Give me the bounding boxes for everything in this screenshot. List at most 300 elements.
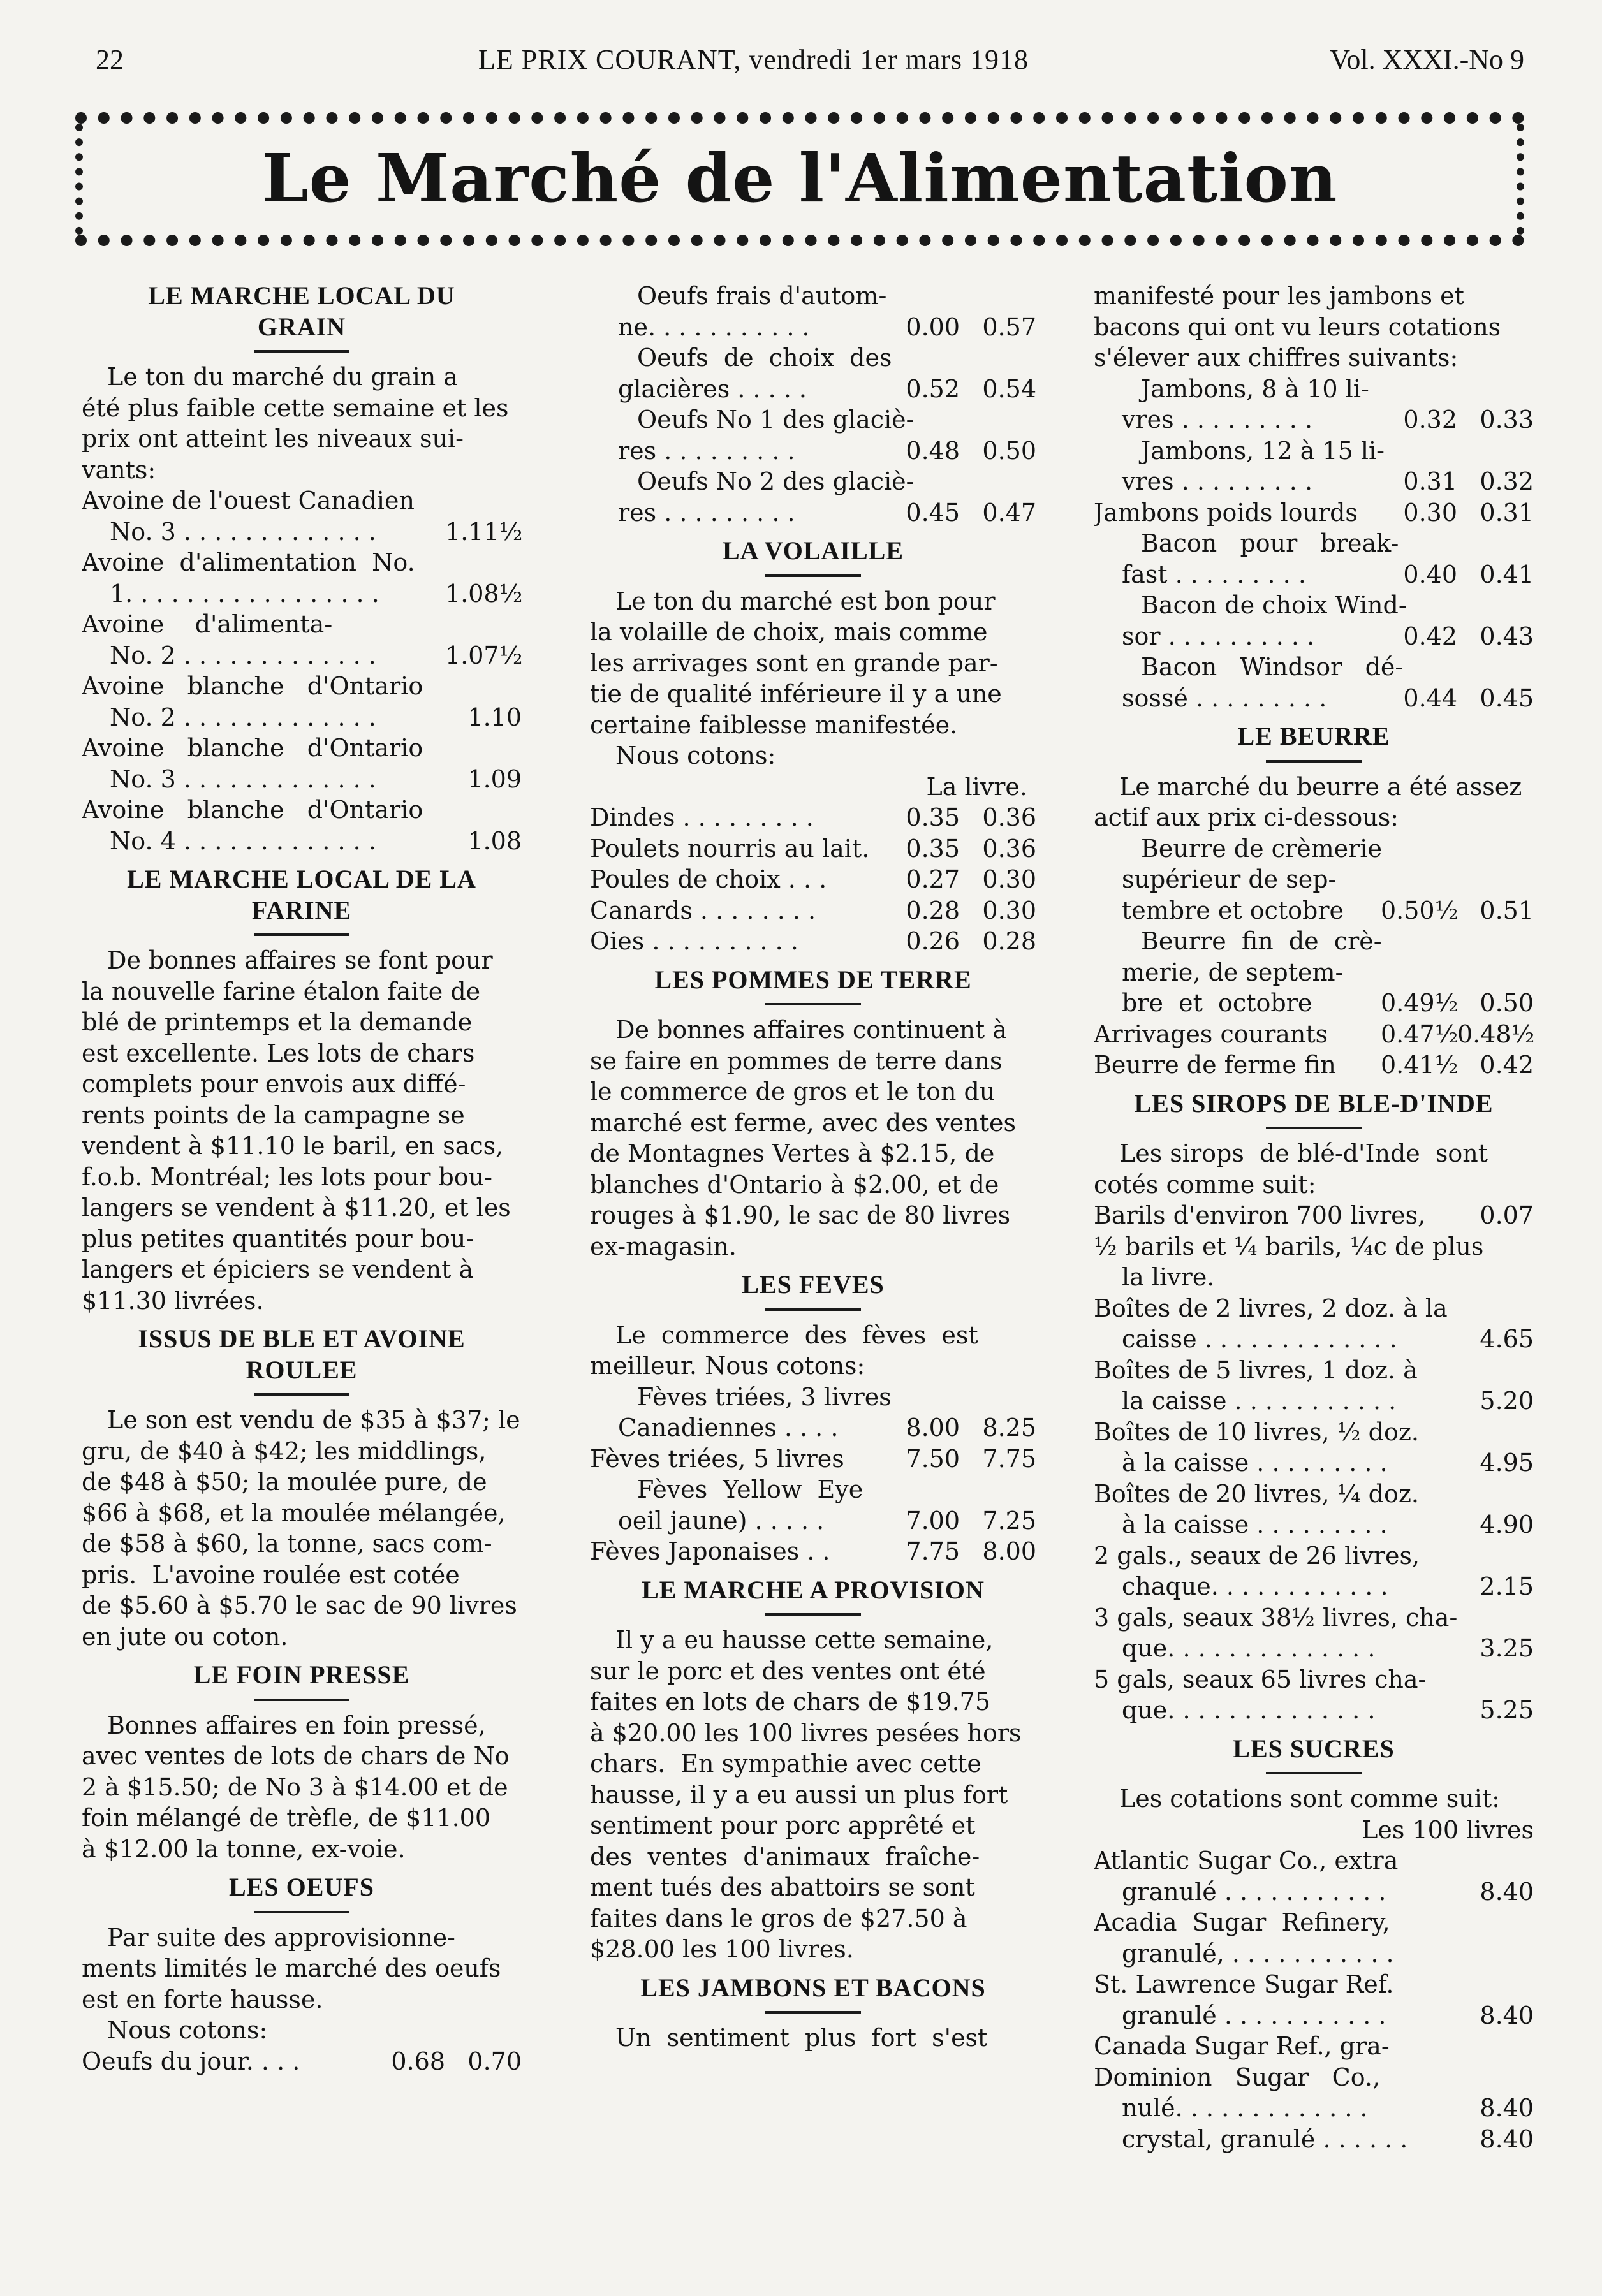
price-low: 0.52: [906, 374, 960, 403]
price-high: 0.36: [982, 834, 1036, 863]
pommes-text: ex-magasin.: [590, 1232, 737, 1261]
spacer: [82, 1652, 522, 1660]
feves-price-row: [590, 1382, 1036, 1413]
pommes-text: de Montagnes Vertes à $2.15, de: [590, 1139, 995, 1167]
price: 1.09: [467, 764, 522, 793]
item-name: Oies . . . . . . . . . .: [590, 927, 798, 955]
foin-text: avec ventes de lots de chars de No: [82, 1742, 510, 1770]
farine-text: plus petites quantités pour bou-: [82, 1224, 474, 1253]
price-high: 0.50: [1480, 989, 1534, 1017]
item-name: granulé . . . . . . . . . . .: [1122, 2001, 1386, 2029]
item-name: Avoine blanche d'Ontario: [82, 734, 423, 762]
item-name: Jambons, 8 à 10 li-: [1141, 374, 1369, 403]
item-name: à la caisse . . . . . . . . .: [1122, 1449, 1388, 1477]
volaille-price-row: [590, 895, 1036, 926]
section-heading-farine: FARINE: [251, 895, 352, 925]
grain-price-row: [82, 826, 522, 857]
section-rule: [254, 350, 349, 353]
section-heading-issus: ROULEE: [246, 1355, 358, 1384]
jambons-text: Un sentiment plus fort s'est: [615, 2024, 988, 2052]
spacer: [1094, 1726, 1534, 1734]
item-name: Avoine blanche d'Ontario: [82, 672, 423, 700]
section-heading-sucres: LES SUCRES: [1233, 1734, 1395, 1763]
item-name: No. 4 . . . . . . . . . . . . .: [110, 826, 376, 855]
item-name: chaque. . . . . . . . . . . .: [1122, 1572, 1388, 1600]
title-frame: [75, 112, 1524, 246]
price-low: 0.27: [906, 865, 960, 893]
item-name: la caisse . . . . . . . . . . .: [1122, 1387, 1397, 1415]
item-name: Barils d'environ 700 livres,: [1094, 1201, 1426, 1229]
price-high: 7.25: [982, 1506, 1036, 1535]
sirops-price-row: [1094, 1479, 1534, 1510]
jambons-price-row: [1094, 683, 1534, 714]
item-name: supérieur de sep-: [1122, 865, 1337, 893]
item-name: Fèves Yellow Eye: [637, 1475, 863, 1503]
item-name: ne. . . . . . . . . . .: [618, 312, 810, 341]
grain-price-row: [82, 516, 522, 548]
oeufs-price-row: [590, 342, 1036, 374]
column-3: [1094, 281, 1534, 2154]
section-rule: [765, 1003, 861, 1005]
publication-line: LE PRIX COURANT, vendredi 1er mars 1918: [478, 44, 1029, 75]
price-low: 0.42: [1403, 622, 1457, 650]
price-low: 0.32: [1403, 406, 1457, 434]
price-low: 8.00: [906, 1414, 960, 1442]
item-name: nulé. . . . . . . . . . . . .: [1122, 2094, 1368, 2122]
issus-text: gru, de $40 à $42; les middlings,: [82, 1437, 487, 1465]
grain-price-row: [82, 764, 522, 795]
item-name: Boîtes de 2 livres, 2 doz. à la: [1094, 1294, 1448, 1322]
volaille-text: la volaille de choix, mais comme: [590, 618, 988, 646]
sirops-price-row: [1094, 1324, 1534, 1355]
issus-text: $66 à $68, et la moulée mélangée,: [82, 1498, 506, 1527]
price: 0.07: [1480, 1201, 1534, 1229]
spacer: [82, 1316, 522, 1324]
volaille-price-row: [590, 802, 1036, 833]
issus-text: pris. L'avoine roulée est cotée: [82, 1560, 460, 1589]
section-heading-oeufs: LES OEUFS: [229, 1873, 374, 1901]
sucres-price-row: [1094, 1845, 1534, 1876]
grain-price-row: [82, 794, 522, 826]
page-number: 22: [96, 44, 124, 75]
oeufs-price-row: [590, 435, 1036, 467]
feves-text: meilleur. Nous cotons:: [590, 1352, 865, 1380]
price-low: 0.44: [1403, 684, 1457, 712]
oeufs-price-row: [590, 404, 1036, 435]
price-low: 0.45: [906, 498, 960, 527]
beurre-price-row: [1094, 1019, 1534, 1050]
foin-text: foin mélangé de trèfle, de $11.00: [82, 1804, 491, 1832]
item-name: 5 gals, seaux 65 livres cha-: [1094, 1665, 1427, 1693]
item-name: sor . . . . . . . . . .: [1122, 622, 1315, 650]
sirops-price-row: [1094, 1695, 1534, 1726]
grain-price-row: [82, 671, 522, 702]
feves-price-row: [590, 1444, 1036, 1475]
grain-price-row: [82, 547, 522, 578]
pommes-text: se faire en pommes de terre dans: [590, 1046, 1003, 1075]
price: 5.20: [1480, 1387, 1534, 1415]
section-rule: [765, 2011, 861, 2014]
item-name: vres . . . . . . . . .: [1122, 406, 1313, 434]
jambons-price-row: [1094, 652, 1534, 683]
price: 3.25: [1480, 1634, 1534, 1662]
sucres-price-row: [1094, 1907, 1534, 1938]
jambons-price-row: [1094, 374, 1534, 405]
price-high: 7.75: [982, 1444, 1036, 1473]
section-rule: [1266, 1772, 1362, 1774]
oeufs-price-row: [590, 312, 1036, 343]
item-name: Fèves triées, 5 livres: [590, 1444, 844, 1473]
item-name: Beurre fin de crè-: [1141, 927, 1382, 955]
provision-text: chars. En sympathie avec cette: [590, 1750, 981, 1778]
section-rule: [1266, 1127, 1362, 1129]
sirops-price-row: [1094, 1386, 1534, 1417]
item-name: glacières . . . . .: [618, 374, 807, 403]
provision-text: sentiment pour porc apprêté et: [590, 1811, 976, 1839]
price-low: 0.30: [1403, 498, 1457, 527]
item-name: No. 2 . . . . . . . . . . . . .: [110, 641, 376, 669]
section-rule: [765, 1613, 861, 1616]
section-rule: [1266, 760, 1362, 763]
item-name: Bacon pour break-: [1141, 529, 1399, 557]
farine-text: vendent à $11.10 le baril, en sacs,: [82, 1132, 504, 1160]
price-high: 0.33: [1480, 406, 1534, 434]
item-name: St. Lawrence Sugar Ref.: [1094, 1970, 1394, 1998]
section-rule: [765, 1308, 861, 1311]
section-heading-volaille: LA VOLAILLE: [722, 536, 904, 565]
item-name: Oeufs frais d'autom-: [637, 282, 887, 310]
sucres-price-row: [1094, 2062, 1534, 2093]
section-heading-jambons: LES JAMBONS ET BACONS: [640, 1973, 986, 2002]
price-high: 0.50: [982, 436, 1036, 465]
feves-text: Le commerce des fèves est: [615, 1320, 978, 1349]
section-heading-sirops: LES SIROPS DE BLE-D'INDE: [1134, 1088, 1494, 1118]
beurre-text: Le marché du beurre a été assez: [1119, 772, 1522, 801]
spacer: [590, 528, 1036, 536]
sirops-price-row: [1094, 1633, 1534, 1664]
volaille-cotons: Nous cotons:: [615, 742, 776, 770]
item-name: Canards . . . . . . . .: [590, 896, 816, 925]
foin-text: Bonnes affaires en foin pressé,: [107, 1711, 486, 1739]
issus-text: en jute ou coton.: [82, 1622, 288, 1651]
beurre-price-row: [1094, 1049, 1534, 1081]
column-1: [82, 281, 522, 2077]
item-name: Avoine blanche d'Ontario: [82, 796, 423, 824]
price-low: 7.50: [906, 1444, 960, 1473]
item-name: Beurre de crèmerie: [1141, 834, 1382, 863]
price-high: 0.30: [982, 865, 1036, 893]
grain-price-row: [82, 609, 522, 640]
item-name: fast . . . . . . . . .: [1122, 560, 1306, 589]
farine-text: la nouvelle farine étalon faite de: [82, 977, 481, 1005]
price: 8.40: [1480, 1877, 1534, 1906]
item-name: res . . . . . . . . .: [618, 498, 795, 527]
price: 1.08½: [445, 579, 523, 608]
price-low: 0.00: [906, 312, 960, 341]
oeufs-price-row: [590, 497, 1036, 529]
item-name: Bacon de choix Wind-: [1141, 591, 1407, 619]
price-low: 0.28: [906, 896, 960, 925]
oeufs-price-row: [590, 281, 1036, 312]
sucres-price-row: [1094, 1969, 1534, 2000]
farine-text: langers et épiciers se vendent à: [82, 1255, 474, 1283]
item-name: Canadiennes . . . .: [618, 1414, 839, 1442]
section-heading-grain: LE MARCHE LOCAL DU: [148, 281, 455, 310]
item-name: Dindes . . . . . . . . .: [590, 803, 814, 831]
feves-price-row: [590, 1474, 1036, 1505]
item-name: Boîtes de 10 livres, ½ doz.: [1094, 1417, 1419, 1446]
beurre-price-row: [1094, 833, 1534, 865]
price: 4.95: [1480, 1449, 1534, 1477]
sirops-price-row: [1094, 1417, 1534, 1448]
item-name: Avoine de l'ouest Canadien: [82, 486, 415, 515]
price: 1.11½: [445, 517, 523, 546]
price: 4.90: [1480, 1510, 1534, 1539]
farine-text: rents points de la campagne se: [82, 1100, 465, 1129]
sirops-price-row: [1094, 1231, 1534, 1262]
foin-text: à $12.00 la tonne, ex-voie.: [82, 1834, 406, 1863]
sucres-price-row: [1094, 2124, 1534, 2155]
item-name: Dominion Sugar Co.,: [1094, 2063, 1381, 2091]
item-name: Jambons poids lourds: [1094, 498, 1358, 527]
price: 2.15: [1480, 1572, 1534, 1600]
item-name: Oeufs No 1 des glaciè-: [637, 406, 915, 434]
pommes-text: rouges à $1.90, le sac de 80 livres: [590, 1201, 1011, 1229]
item-name: Poulets nourris au lait.: [590, 834, 870, 863]
issus-text: de $48 à $50; la moulée pure, de: [82, 1468, 487, 1496]
pommes-text: blanches d'Ontario à $2.00, et de: [590, 1170, 999, 1199]
grain-price-row: [82, 702, 522, 733]
price-high: 0.32: [1480, 467, 1534, 495]
price-high: 0.41: [1480, 560, 1534, 589]
spacer: [1094, 1081, 1534, 1088]
grain-price-row: [82, 578, 522, 610]
jambons-text: s'élever aux chiffres suivants:: [1094, 344, 1459, 372]
price-low: 0.68: [391, 2047, 445, 2075]
jambons-text: bacons qui ont vu leurs cotations: [1094, 312, 1501, 341]
price: 8.40: [1480, 2094, 1534, 2122]
volaille-price-row: [590, 926, 1036, 957]
sucres-price-row: [1094, 2000, 1534, 2031]
pommes-text: De bonnes affaires continuent à: [615, 1016, 1007, 1044]
price: 8.40: [1480, 2124, 1534, 2153]
spacer: [82, 1864, 522, 1872]
sirops-price-row: [1094, 1602, 1534, 1634]
price-low: 0.31: [1403, 467, 1457, 495]
farine-text: blé de printemps et la demande: [82, 1008, 473, 1036]
volaille-text: tie de qualité inférieure il y a une: [590, 680, 1002, 708]
provision-text: des ventes d'animaux fraîche-: [590, 1842, 980, 1871]
item-name: No. 2 . . . . . . . . . . . . .: [110, 703, 376, 731]
price-high: 0.28: [982, 927, 1036, 955]
item-name: que. . . . . . . . . . . . . .: [1122, 1634, 1376, 1662]
section-rule: [254, 933, 349, 936]
price-high: 8.25: [982, 1414, 1036, 1442]
price: 1.08: [467, 826, 522, 855]
item-name: à la caisse . . . . . . . . .: [1122, 1510, 1388, 1539]
item-name: res . . . . . . . . .: [618, 436, 795, 465]
grain-text: Le ton du marché du grain a: [107, 363, 458, 391]
item-name: que. . . . . . . . . . . . . .: [1122, 1696, 1376, 1724]
oeufs-text: ments limités le marché des oeufs: [82, 1954, 501, 1982]
pommes-text: marché est ferme, avec des ventes: [590, 1108, 1016, 1137]
item-name: Beurre de ferme fin: [1094, 1051, 1336, 1079]
item-name: 1. . . . . . . . . . . . . . . . .: [110, 579, 379, 608]
price: 5.25: [1480, 1696, 1534, 1724]
price-low: 0.49½: [1381, 989, 1459, 1017]
section-rule: [254, 1393, 349, 1396]
beurre-price-row: [1094, 988, 1534, 1019]
oeufs-text: Par suite des approvisionne-: [107, 1923, 455, 1952]
item-name: Bacon Windsor dé-: [1141, 653, 1404, 681]
sirops-price-row: [1094, 1293, 1534, 1324]
price-high: 0.42: [1480, 1051, 1534, 1079]
grain-price-row: [82, 640, 522, 671]
item-name: Poules de choix . . .: [590, 865, 827, 893]
price-high: 8.00: [982, 1537, 1036, 1565]
price-high: 0.36: [982, 803, 1036, 831]
oeufs-cotons: Nous cotons:: [107, 2016, 268, 2044]
item-name: Canada Sugar Ref., gra-: [1094, 2032, 1390, 2060]
jambons-price-row: [1094, 466, 1534, 497]
price: 8.40: [1480, 2001, 1534, 2029]
item-name: Atlantic Sugar Co., extra: [1094, 1846, 1399, 1875]
item-name: No. 3 . . . . . . . . . . . . .: [110, 764, 376, 793]
item-name: Fèves triées, 3 livres: [637, 1382, 892, 1411]
farine-text: complets pour envois aux diffé-: [82, 1070, 466, 1098]
sirops-price-row: [1094, 1509, 1534, 1540]
oeufs-price-row: [590, 374, 1036, 405]
price-high: 0.45: [1480, 684, 1534, 712]
sucres-price-row: [1094, 1876, 1534, 1908]
price-high: 0.47: [982, 498, 1036, 527]
grain-text: prix ont atteint les niveaux sui-: [82, 425, 464, 453]
section-rule: [254, 1699, 349, 1701]
price-high: 0.31: [1480, 498, 1534, 527]
section-rule: [765, 574, 861, 577]
sirops-price-row: [1094, 1200, 1534, 1231]
spacer: [590, 1262, 1036, 1269]
beurre-price-row: [1094, 926, 1534, 957]
sirops-price-row: [1094, 1355, 1534, 1386]
price-high: 0.43: [1480, 622, 1534, 650]
price-high: 0.70: [467, 2047, 522, 2075]
item-name: 3 gals, seaux 38½ livres, cha-: [1094, 1603, 1458, 1632]
issus-text: Le son est vendu de $35 à $37; le: [107, 1406, 520, 1434]
volaille-unit: La livre.: [926, 772, 1027, 801]
sirops-price-row: [1094, 1664, 1534, 1695]
price-high: 0.30: [982, 896, 1036, 925]
volaille-price-row: [590, 833, 1036, 865]
item-name: Boîtes de 20 livres, ¼ doz.: [1094, 1479, 1419, 1508]
farine-text: f.o.b. Montréal; les lots pour bou-: [82, 1162, 492, 1191]
item-name: Arrivages courants: [1094, 1020, 1328, 1048]
sucres-text: Les cotations sont comme suit:: [1119, 1785, 1500, 1813]
sirops-price-row: [1094, 1262, 1534, 1293]
provision-text: Il y a eu hausse cette semaine,: [615, 1626, 994, 1654]
price: 4.65: [1480, 1325, 1534, 1353]
price-low: 0.48: [906, 436, 960, 465]
spacer: [590, 1567, 1036, 1575]
price: 1.07½: [445, 641, 523, 669]
volaille-price-row: [590, 864, 1036, 895]
section-heading-farine: LE MARCHE LOCAL DE LA: [127, 865, 476, 893]
price-low: 7.00: [906, 1506, 960, 1535]
item-name: sossé . . . . . . . . .: [1122, 684, 1327, 712]
sirops-text: cotés comme suit:: [1094, 1170, 1316, 1199]
oeufs-price-row: [590, 466, 1036, 497]
item-name: Acadia Sugar Refinery,: [1094, 1908, 1390, 1936]
item-name: Avoine d'alimenta-: [82, 610, 333, 638]
section-heading-grain: GRAIN: [257, 312, 346, 341]
grain-price-row: [82, 733, 522, 764]
jambons-price-row: [1094, 404, 1534, 435]
section-heading-feves: LES FEVES: [742, 1270, 885, 1299]
pommes-text: le commerce de gros et le ton du: [590, 1078, 996, 1106]
farine-text: $11.30 livrées.: [82, 1286, 264, 1315]
price-high: 0.48½: [1457, 1020, 1535, 1048]
provision-text: faites en lots de chars de $19.75: [590, 1688, 991, 1716]
spacer: [590, 957, 1036, 965]
sirops-price-row: [1094, 1540, 1534, 1572]
beurre-price-row: [1094, 895, 1534, 926]
page-header: [96, 43, 1524, 88]
spacer: [82, 856, 522, 864]
jambons-price-row: [1094, 435, 1534, 467]
volaille-text: certaine faiblesse manifestée.: [590, 710, 958, 739]
price-low: 0.50½: [1381, 896, 1459, 925]
jambons-price-row: [1094, 528, 1534, 559]
item-name: merie, de septem-: [1122, 958, 1344, 986]
item-name: Jambons, 12 à 15 li-: [1141, 436, 1385, 465]
sirops-price-row: [1094, 1447, 1534, 1479]
oeufs-text: est en forte hausse.: [82, 1985, 323, 2014]
section-heading-beurre: LE BEURRE: [1237, 722, 1390, 750]
oeufs-price-row: [82, 2046, 522, 2077]
sucres-unit: Les 100 livres: [1362, 1815, 1534, 1844]
grain-price-row: [82, 485, 522, 516]
feves-price-row: [590, 1505, 1036, 1537]
section-heading-provision: LE MARCHE A PROVISION: [642, 1575, 985, 1604]
price-low: 0.41½: [1381, 1051, 1459, 1079]
item-name: crystal, granulé . . . . . .: [1122, 2124, 1408, 2153]
volaille-text: Le ton du marché est bon pour: [615, 587, 996, 615]
item-name: Fèves Japonaises . .: [590, 1537, 830, 1565]
issus-text: de $58 à $60, la tonne, sacs com-: [82, 1530, 492, 1558]
price-low: 0.47½: [1381, 1020, 1459, 1048]
sucres-price-row: [1094, 2031, 1534, 2062]
price-low: 0.40: [1403, 560, 1457, 589]
sirops-text: Les sirops de blé-d'Inde sont: [1119, 1139, 1488, 1167]
price-low: 7.75: [906, 1537, 960, 1565]
provision-text: hausse, il y a eu aussi un plus fort: [590, 1780, 1008, 1809]
spacer: [590, 1965, 1036, 1973]
item-name: Oeufs de choix des: [637, 344, 892, 372]
provision-text: faites dans le gros de $27.50 à: [590, 1904, 967, 1933]
provision-text: $28.00 les 100 livres.: [590, 1935, 854, 1963]
item-name: vres . . . . . . . . .: [1122, 467, 1313, 495]
provision-text: sur le porc et des ventes ont été: [590, 1656, 986, 1685]
jambons-price-row: [1094, 497, 1534, 529]
beurre-price-row: [1094, 864, 1534, 895]
item-name: granulé, . . . . . . . . . . .: [1122, 1939, 1394, 1968]
grain-text: vants:: [82, 455, 156, 484]
issus-text: de $5.60 à $5.70 le sac de 90 livres: [82, 1591, 517, 1620]
sucres-price-row: [1094, 2093, 1534, 2124]
jambons-price-row: [1094, 559, 1534, 590]
spacer: [1094, 713, 1534, 721]
section-heading-foin: LE FOIN PRESSE: [193, 1660, 410, 1689]
